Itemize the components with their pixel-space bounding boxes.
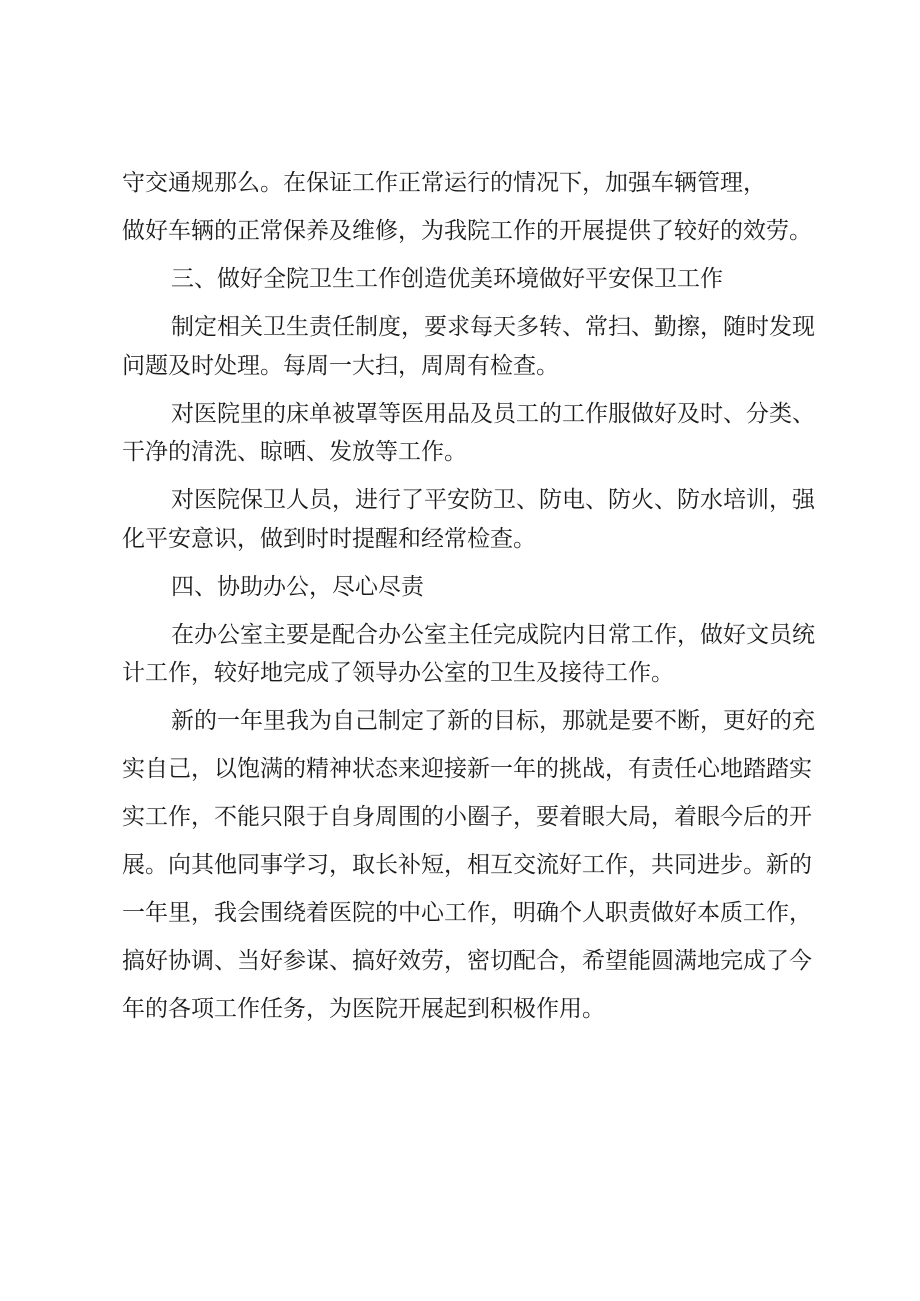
section-heading-4: 四、协助办公，尽心尽责 (171, 573, 424, 600)
text-line-12: 计工作，较好地完成了领导办公室的卫生及接待工作。 (122, 660, 674, 686)
text-line-18: 搞好协调、当好参谋、搞好效劳，密切配合，希望能圆满地完成了今 (122, 948, 812, 974)
text-line-5: 问题及时处理。每周一大扫，周周有检查。 (122, 352, 559, 379)
text-line-8: 对医院保卫人员，进行了平安防卫、防电、防火、防水培训，强 (171, 487, 815, 513)
text-line-17: 一年里，我会围绕着医院的中心工作，明确个人职责做好本质工作， (122, 900, 812, 926)
text-line-19: 年的各项工作任务，为医院开展起到积极作用。 (122, 996, 605, 1022)
text-line-9: 化平安意识，做到时时提醒和经常检查。 (122, 525, 536, 552)
text-line-15: 实工作，不能只限于自身周围的小圈子，要着眼大局，着眼今后的开 (122, 804, 812, 830)
text-line-14: 实自己，以饱满的精神状态来迎接新一年的挑战，有责任心地踏踏实 (122, 756, 812, 782)
text-line-16: 展。向其他同事学习，取长补短，相互交流好工作，共同进步。新的 (122, 852, 812, 878)
text-line-2: 做好车辆的正常保养及维修，为我院工作的开展提供了较好的效劳。 (122, 218, 812, 244)
document-body (122, 164, 822, 1029)
text-line-7: 干净的清洗、晾晒、发放等工作。 (122, 439, 467, 465)
text-line-1: 守交通规那么。在保证工作正常运行的情况下，加强车辆管理， (122, 170, 766, 196)
section-heading-3: 三、做好全院卫生工作创造优美环境做好平安保卫工作 (171, 266, 723, 292)
text-line-11: 在办公室主要是配合办公室主任完成院内日常工作，做好文员统 (171, 621, 815, 648)
text-line-4: 制定相关卫生责任制度，要求每天多转、常扫、勤擦，随时发现 (171, 314, 815, 340)
text-line-13: 新的一年里我为自己制定了新的目标，那就是要不断，更好的充 (171, 708, 815, 734)
text-line-6: 对医院里的床单被罩等医用品及员工的工作服做好及时、分类、 (171, 400, 815, 427)
